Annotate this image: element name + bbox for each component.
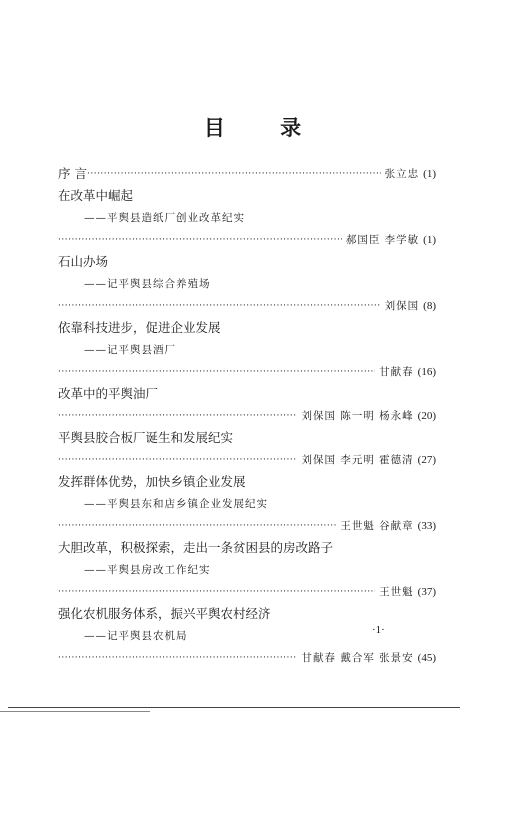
dot-leader — [58, 361, 375, 383]
entry-authors: 甘献春 戴合军 张景安 — [301, 652, 414, 664]
entry-title: 改革中的平舆油厂 — [58, 386, 159, 401]
entry-authors: 张立忠 — [384, 168, 420, 180]
entry-title: 在改革中崛起 — [58, 188, 134, 203]
entry-subtitle: ——记平舆县综合养殖场 — [84, 278, 211, 290]
entry-page: (27) — [417, 454, 436, 466]
entry-authors: 刘保国 李元明 霍德清 — [301, 454, 414, 466]
entry-page: (45) — [417, 652, 436, 664]
table-of-contents — [58, 163, 436, 669]
entry-page: (1) — [423, 168, 436, 180]
entry-title: 石山办场 — [58, 254, 109, 269]
toc-entry — [58, 317, 436, 383]
entry-authors: 刘保国 — [384, 300, 420, 312]
entry-subtitle: ——平舆县房改工作纪实 — [84, 564, 211, 576]
entry-authors: 王世魁 — [379, 586, 414, 598]
entry-subtitle: ——平舆县东和店乡镇企业发展纪实 — [84, 498, 268, 510]
entry-title: 平舆县胶合板厂诞生和发展纪实 — [58, 430, 234, 445]
dot-leader — [58, 295, 381, 317]
entry-title: 发挥群体优势，加快乡镇企业发展 — [58, 474, 246, 489]
toc-entry — [58, 251, 436, 317]
toc-entry — [58, 603, 436, 669]
page-number: ·1· — [372, 624, 385, 636]
toc-entry — [58, 163, 436, 185]
entry-authors: 郝国臣 李学敏 — [345, 234, 420, 246]
toc-entry — [58, 471, 436, 537]
toc-entry — [58, 427, 436, 471]
toc-entry — [58, 383, 436, 427]
scan-edge-line — [8, 707, 460, 708]
dot-leader — [87, 163, 381, 185]
dot-leader — [58, 405, 297, 427]
entry-subtitle: ——记平舆县农机局 — [84, 630, 188, 642]
entry-title: 依靠科技进步，促进企业发展 — [58, 320, 221, 335]
entry-subtitle: ——记平舆县酒厂 — [84, 344, 176, 356]
dot-leader — [58, 647, 297, 669]
dot-leader — [58, 515, 336, 537]
entry-page: (1) — [423, 234, 436, 246]
entry-page: (33) — [417, 520, 436, 532]
entry-authors: 王世魁 谷献章 — [340, 520, 414, 532]
dot-leader — [58, 581, 375, 603]
entry-title: 序 言 — [58, 166, 87, 181]
entry-page: (8) — [423, 300, 436, 312]
entry-title: 强化农机服务体系，振兴平舆农村经济 — [58, 606, 271, 621]
dot-leader — [58, 449, 297, 471]
entry-authors: 甘献春 — [379, 366, 414, 378]
toc-entry — [58, 185, 436, 251]
scan-edge-line — [0, 711, 150, 712]
entry-page: (16) — [417, 366, 436, 378]
entry-page: (20) — [417, 410, 436, 422]
entry-title: 大胆改革，积极探索，走出一条贫困县的房改路子 — [58, 540, 334, 555]
entry-page: (37) — [417, 586, 436, 598]
entry-authors: 刘保国 陈一明 杨永峰 — [301, 410, 414, 422]
toc-entry — [58, 537, 436, 603]
entry-subtitle: ——平舆县造纸厂创业改革纪实 — [84, 212, 245, 224]
page-title: 目 录 — [203, 115, 326, 140]
dot-leader — [58, 229, 342, 251]
